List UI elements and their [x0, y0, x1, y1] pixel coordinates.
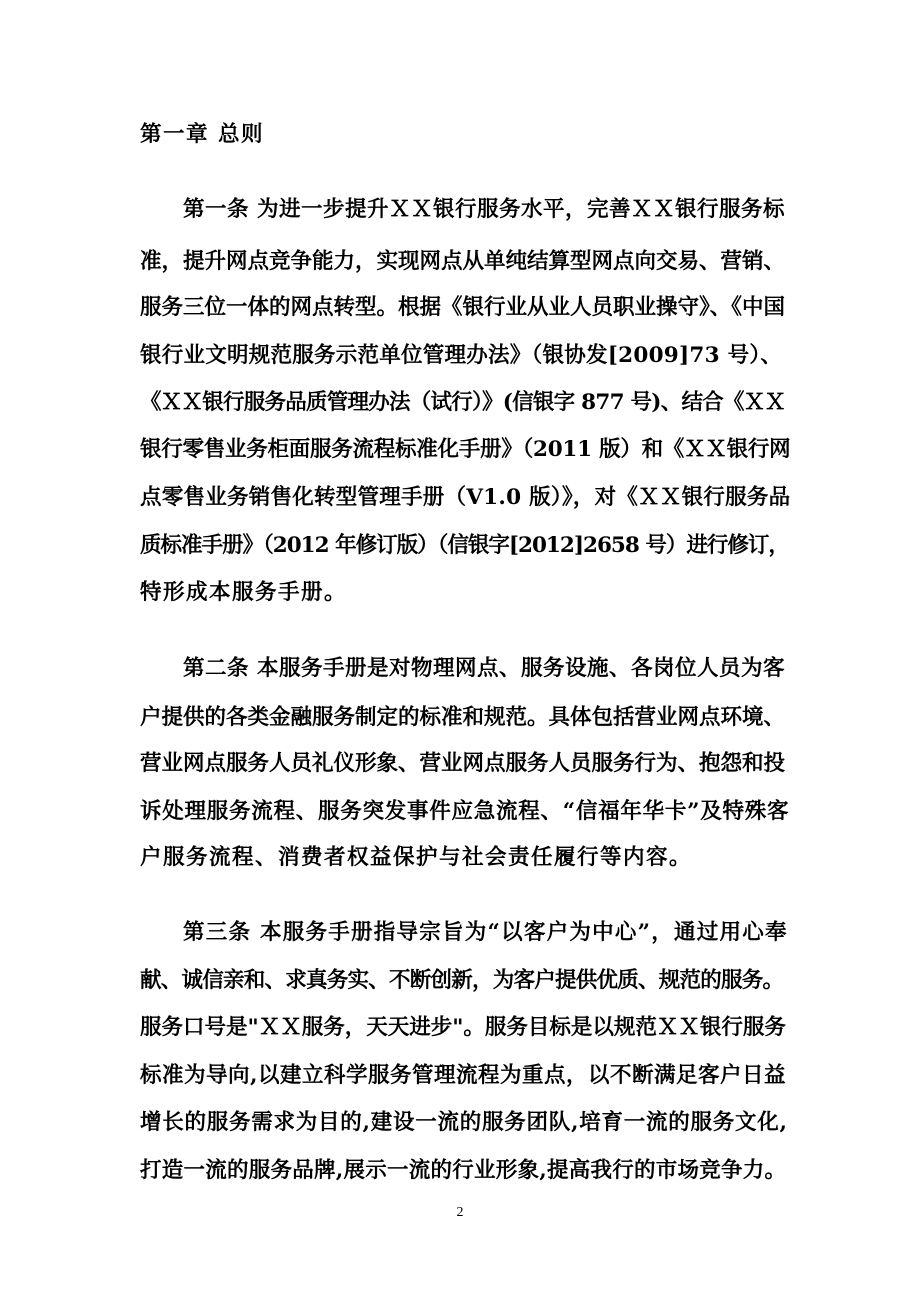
article3-line-2: 献、诚信亲和、求真务实、不断创新，为客户提供优质、规范的服务。: [140, 968, 784, 993]
article2-line-3: 营业网点服务人员礼仪形象、营业网点服务人员服务行为、抱怨和投: [140, 751, 786, 776]
page-number: 2: [456, 1205, 464, 1220]
article1-line-2: 准，提升网点竞争能力，实现网点从单纯结算型网点向交易、营销、: [140, 249, 786, 274]
article3-line-5: 增长的服务需求为目的,建设一流的服务团队,培育一流的服务文化,: [140, 1110, 788, 1135]
article3-line-6: 打造一流的服务品牌,展示一流的行业形象,提高我行的市场竞争力。: [140, 1158, 787, 1183]
article3-line-4: 标准为导向,以建立科学服务管理流程为重点，以不断满足客户日益: [140, 1063, 786, 1088]
article3-line-1: 第三条 本服务手册指导宗旨为“以客户为中心”，通过用心奉: [183, 920, 788, 945]
article1-line-3: 服务三位一体的网点转型。根据《银行业从业人员职业操守》、《中国: [140, 295, 786, 320]
article2-line-2: 户提供的各类金融服务制定的标准和规范。具体包括营业网点环境、: [140, 705, 786, 730]
article1-line-8: 质标准手册》（2012 年修订版）（信银字[2012]2658 号）进行修订，: [140, 533, 789, 558]
article1-line-1: 第一条 为进一步提升ＸＸ银行服务水平，完善ＸＸ银行服务标: [183, 197, 785, 222]
article2-line-4: 诉处理服务流程、服务突发事件应急流程、“信福年华卡”及特殊客: [140, 799, 790, 824]
article1-line-7: 点零售业务销售化转型管理手册（V1.0 版）》，对《ＸＸ银行服务品: [140, 485, 791, 510]
article1-line-6: 银行零售业务柜面服务流程标准化手册》（2011 版）和《ＸＸ银行网: [140, 437, 791, 462]
article3-line-3: 服务口号是"ＸＸ服务，天天进步"。服务目标是以规范ＸＸ银行服务: [140, 1015, 786, 1040]
article1-line-9: 特形成本服务手册。: [140, 580, 348, 605]
chapter-heading: 第一章 总则: [140, 122, 264, 147]
article1-line-4: 银行业文明规范服务示范单位管理办法》（银协发[2009]73 号）、: [140, 343, 783, 368]
article2-line-5: 户服务流程、消费者权益保护与社会责任履行等内容。: [140, 845, 693, 870]
article2-line-1: 第二条 本服务手册是对物理网点、服务设施、各岗位人员为客: [183, 656, 785, 681]
article1-line-5: 《ＸＸ银行服务品质管理办法（试行）》(信银字 877 号)、结合《ＸＸ: [140, 390, 786, 415]
